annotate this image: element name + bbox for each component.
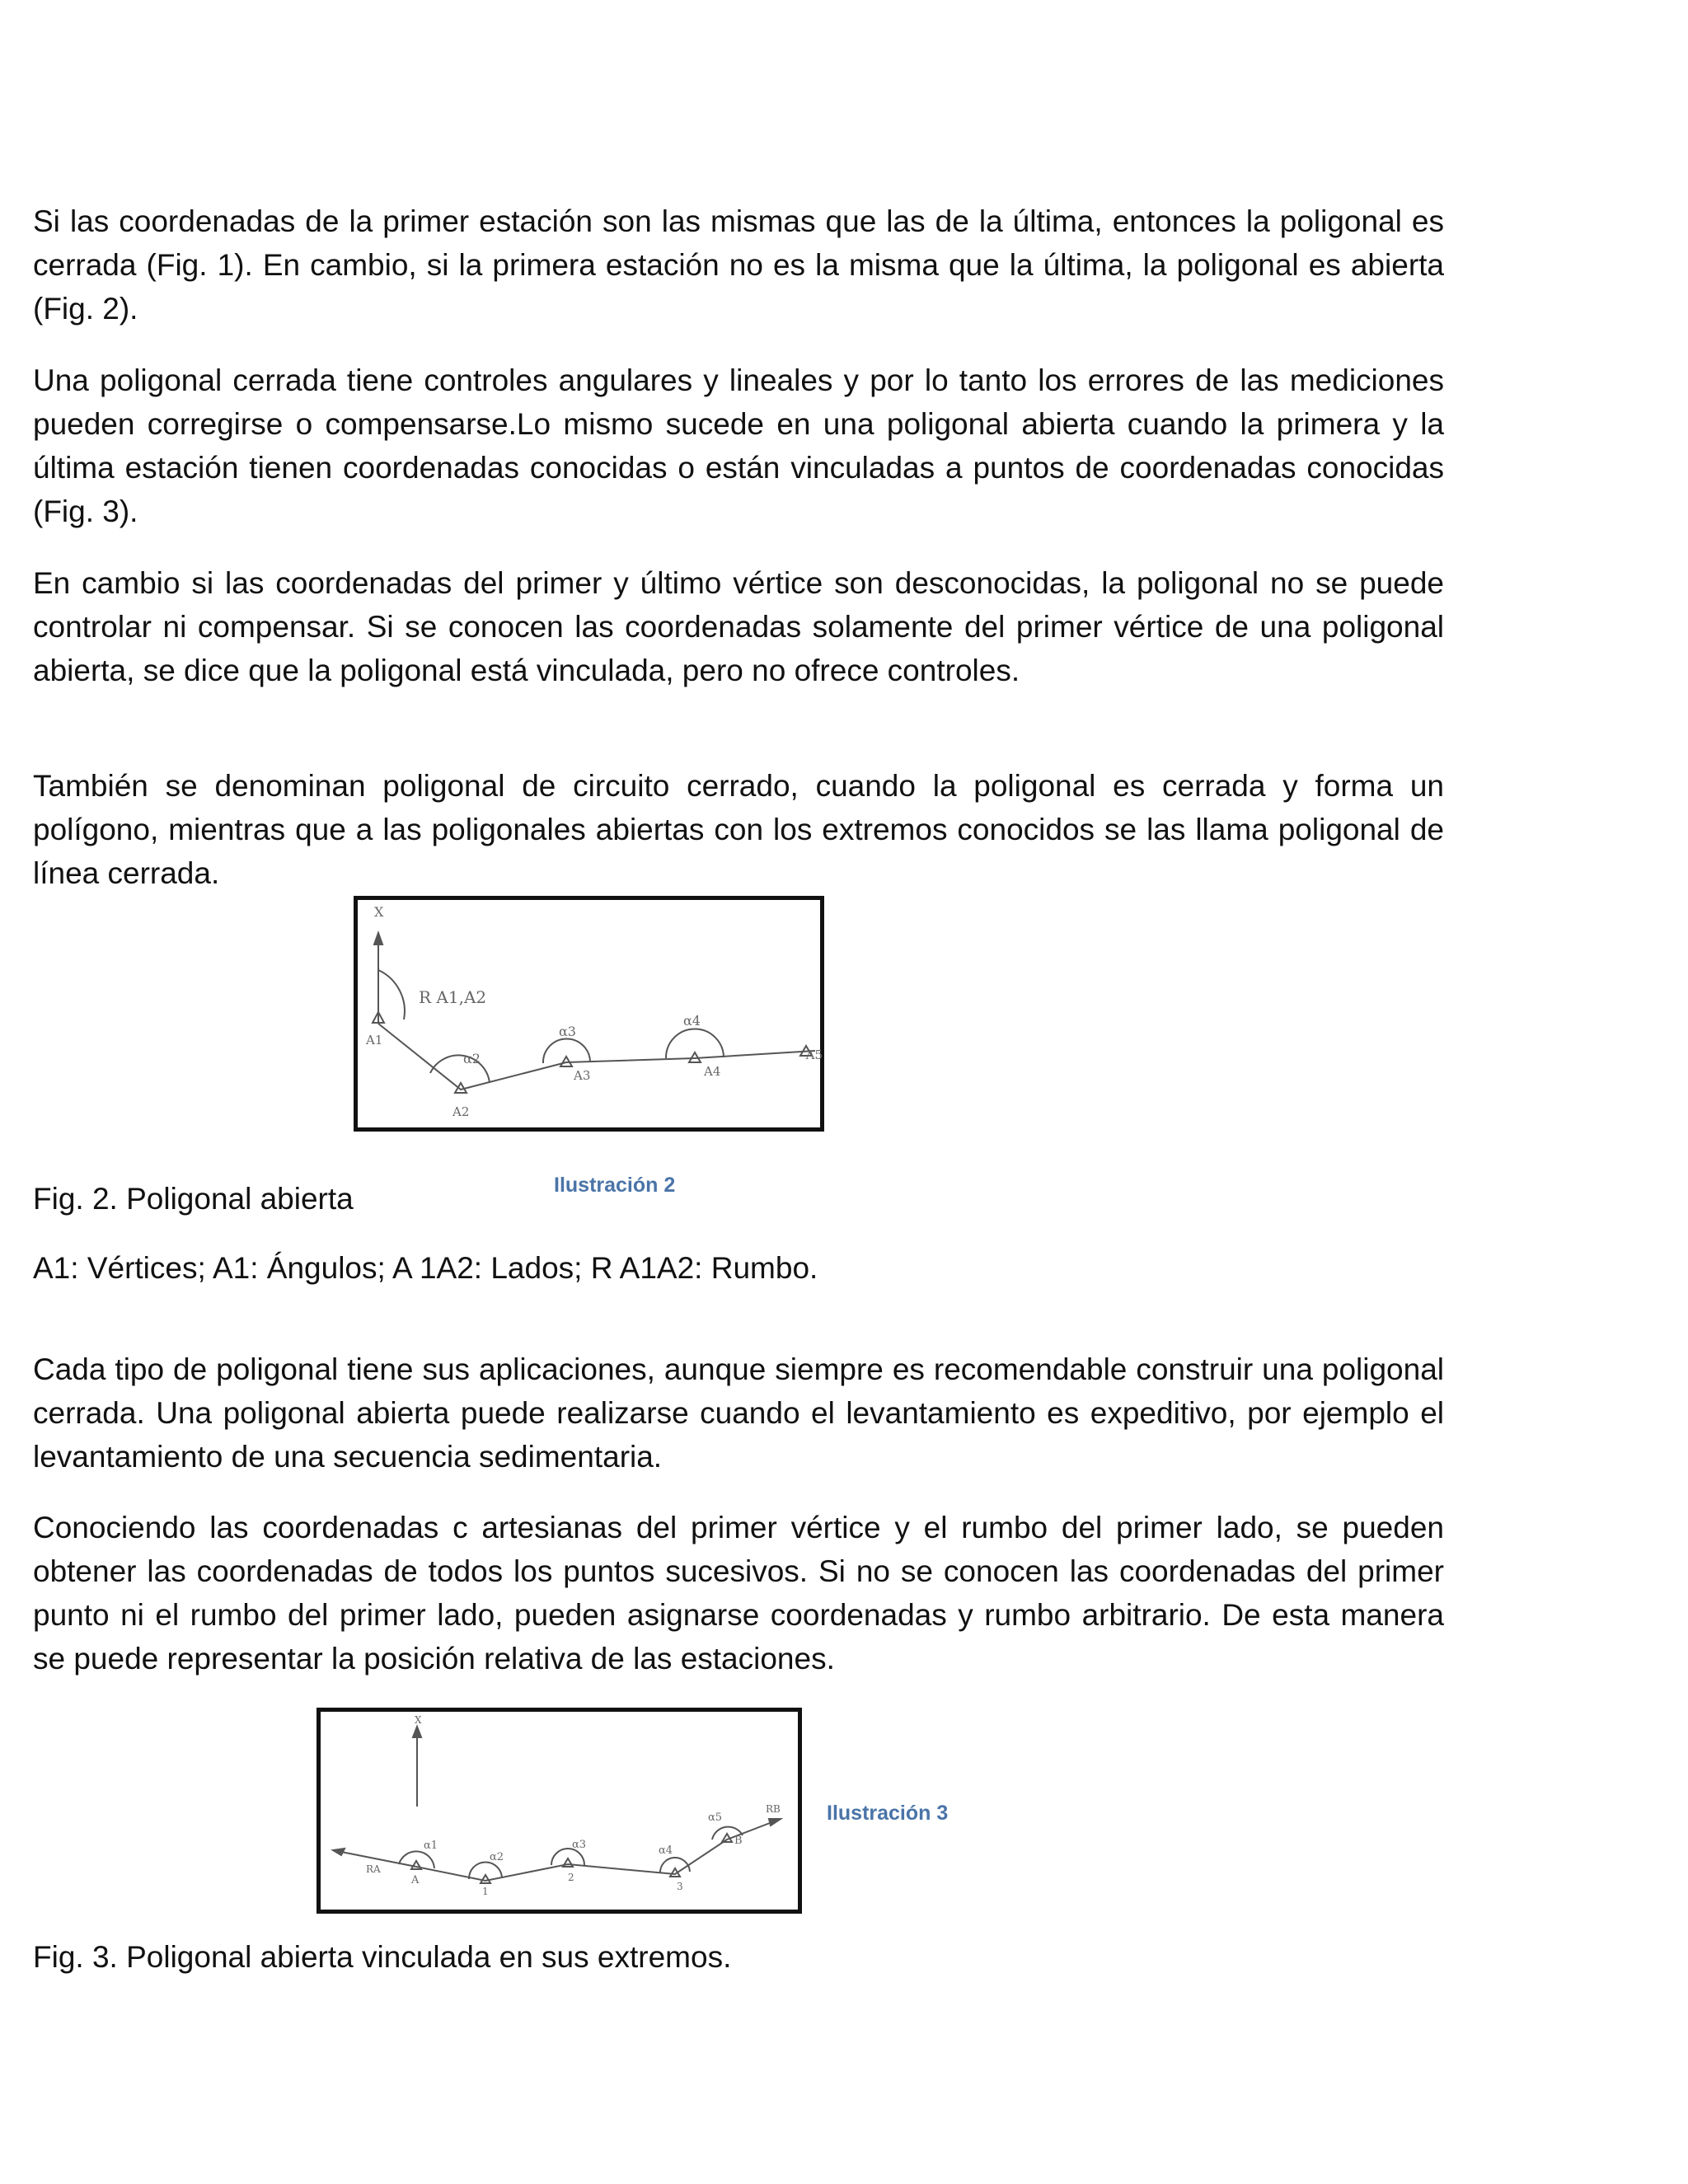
angle-arc-3	[551, 1849, 584, 1865]
label-a3: A3	[574, 1068, 591, 1083]
station-a	[411, 1861, 421, 1869]
paragraph-1: Si las coordenadas de la primer estación son las mismas que las de la última, entonces la poligonal es cerrada (Fig. 1). En cambio, si la primera estación no es la misma que la última, la poligonal es abierta (Fig. 2).	[33, 204, 1444, 326]
angle-arc-a2	[430, 1055, 490, 1083]
label-alpha2: α2	[490, 1851, 504, 1863]
bearing-arc	[378, 970, 405, 1019]
traverse-line	[333, 1819, 781, 1881]
paragraph-2: Una poligonal cerrada tiene controles angulares y lineales y por lo tanto los errores de las mediciones pueden corregirse o compensarse.Lo mismo sucede en una poligonal abierta cuando la primera y la última estación tienen coordenadas conocidas o están vinculadas a puntos de coordenadas conocidas (Fig. 3).	[33, 363, 1444, 528]
label-alpha5: α5	[708, 1811, 723, 1824]
label-point-1: 1	[482, 1886, 489, 1897]
figure-3-caption: Fig. 3. Poligonal abierta vinculada en sus extremos.	[33, 1940, 732, 1974]
x-axis-arrow	[374, 933, 382, 944]
illustration-3-label: Ilustración 3	[827, 1802, 949, 1825]
paragraph-5: Cada tipo de poligonal tiene sus aplicaciones, aunque siempre es recomendable construir una poligonal cerrada. Una poligonal abierta puede realizarse cuando el levantamiento es expeditivo, por ejemplo el levantamiento de una secuencia sedimentaria.	[33, 1352, 1444, 1474]
angle-arc-1	[399, 1851, 434, 1868]
figure-3-drawing	[321, 1712, 798, 1910]
traverse-line	[378, 1024, 815, 1090]
label-alpha3: α3	[559, 1024, 576, 1039]
label-a4: A4	[704, 1064, 721, 1079]
figure-2-drawing	[358, 900, 823, 1127]
end-arrow	[769, 1819, 781, 1825]
axis-label-x: X	[415, 1714, 422, 1726]
angle-arc-a3	[543, 1038, 590, 1063]
label-alpha4: α4	[683, 1013, 701, 1029]
paragraph-4: También se denominan poligonal de circuito cerrado, cuando la poligonal es cerrada y forma un polígono, mientras que a las poligonales abiertas con los extremos conocidos se las llama poligonal de línea cerrada.	[33, 769, 1444, 890]
label-ra: RA	[366, 1863, 381, 1875]
label-a1: A1	[366, 1033, 383, 1047]
label-b: B	[734, 1835, 743, 1847]
axis-label-x: X	[374, 904, 384, 920]
label-alpha2: α2	[463, 1051, 481, 1066]
figure-3-linked-traverse	[316, 1708, 802, 1914]
label-alpha3: α3	[572, 1839, 587, 1851]
label-a5: A5	[805, 1047, 823, 1062]
station-1	[481, 1875, 490, 1883]
label-point-3: 3	[677, 1881, 683, 1892]
figure-2-caption: Fig. 2. Poligonal abierta	[33, 1182, 354, 1216]
label-alpha4: α4	[659, 1844, 673, 1857]
label-point-2: 2	[568, 1872, 574, 1883]
figure-2-legend: A1: Vértices; A1: Ángulos; A 1A2: Lados; R A1A2: Rumbo.	[33, 1251, 818, 1285]
station-2	[563, 1858, 573, 1867]
label-bearing: R A1,A2	[419, 987, 487, 1007]
start-arrow	[333, 1849, 345, 1855]
paragraph-6: Conociendo las coordenadas c artesianas del primer vértice y el rumbo del primer lado, se pueden obtener las coordenadas de todos los puntos sucesivos. Si no se conocen las coordenadas del primer punto ni el rumbo del primer lado, pueden asignarse coordenadas y rumbo arbitrario. De esta manera se puede representar la posición relativa de las estaciones.	[33, 1511, 1444, 1675]
figure-2-open-traverse	[354, 896, 824, 1132]
label-alpha1: α1	[424, 1840, 438, 1852]
label-rb: RB	[766, 1803, 781, 1815]
label-a: A	[411, 1874, 420, 1886]
angle-arc-4	[660, 1858, 690, 1873]
x-axis-arrow	[413, 1727, 421, 1737]
illustration-2-label: Ilustración 2	[554, 1174, 676, 1197]
paragraph-3: En cambio si las coordenadas del primer y último vértice son desconocidas, la poligonal no se puede controlar ni compensar. Si se conocen las coordenadas solamente del primer vértice de una poligonal abierta, se dice que la poligonal está vinculada, pero no ofrece controles.	[33, 566, 1444, 687]
label-a2: A2	[452, 1104, 470, 1119]
